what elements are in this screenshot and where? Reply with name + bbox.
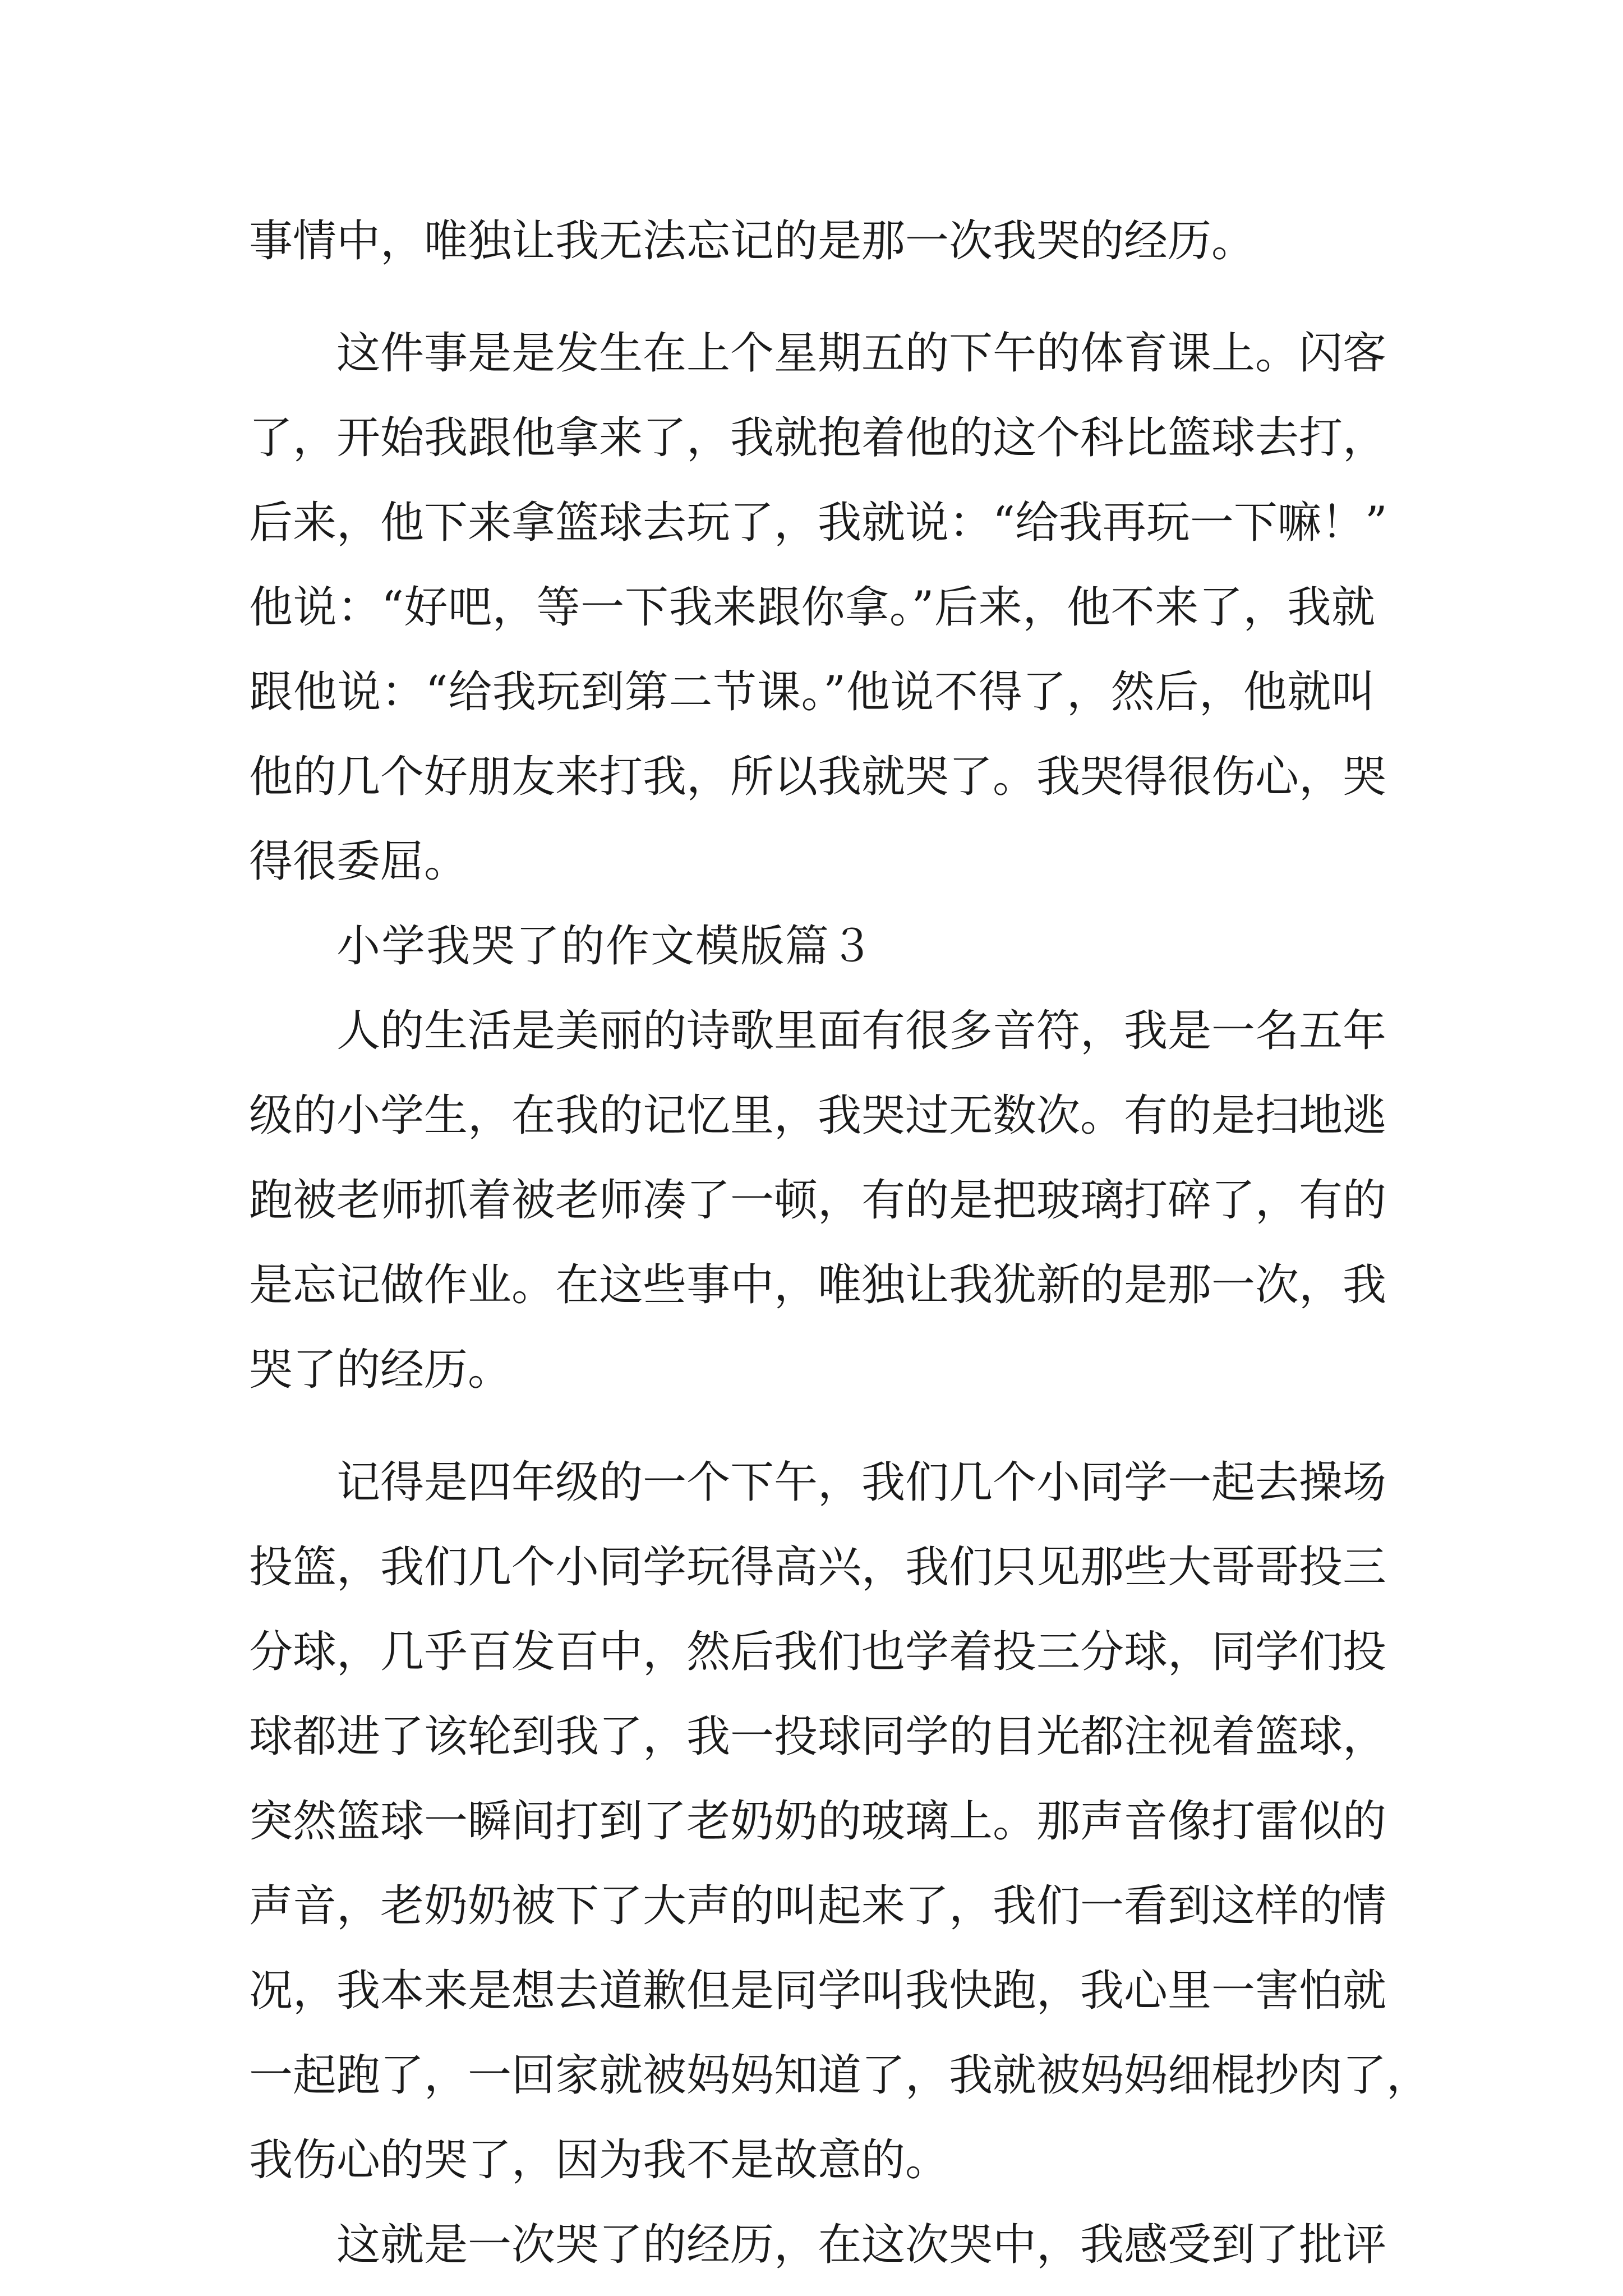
text-line <box>0 2118 1623 2202</box>
line-text: 得很委屈。 <box>249 836 468 887</box>
text-line <box>0 1695 1623 1779</box>
text-line <box>0 1158 1623 1243</box>
line-text: 人的生活是美丽的诗歌里面有很多音符，我是一名五年 <box>336 1006 1387 1056</box>
line-text: 了，开始我跟他拿来了，我就抱着他的这个科比篮球去打， <box>249 413 1387 463</box>
line-text: 一起跑了，一回家就被妈妈知道了，我就被妈妈细棍抄肉了， <box>249 2050 1431 2101</box>
text-line <box>0 199 1623 283</box>
text-line <box>0 1610 1623 1694</box>
text-line <box>0 820 1623 904</box>
line-text: 他说：“好吧，等一下我来跟你拿。”后来，他不来了，我就 <box>249 582 1375 633</box>
text-line <box>0 1074 1623 1158</box>
heading-text: 小学我哭了的作文模版篇３ <box>336 921 875 972</box>
text-line <box>0 735 1623 819</box>
paragraph-first-line <box>0 1441 1623 1525</box>
paragraph-first-line <box>0 989 1623 1073</box>
line-text: 级的小学生，在我的记忆里，我哭过无数次。有的是扫地逃 <box>249 1091 1387 1141</box>
section-heading <box>0 904 1623 988</box>
text-line <box>0 1243 1623 1327</box>
line-text: 我伤心的哭了，因为我不是故意的。 <box>249 2135 949 2185</box>
line-text: 哭了的经历。 <box>249 1345 512 1395</box>
text-line <box>0 1525 1623 1609</box>
line-text: 球都进了该轮到我了，我一投球同学的目光都注视着篮球， <box>249 1711 1387 1762</box>
text-line <box>0 1328 1623 1412</box>
line-text: 分球，几乎百发百中，然后我们也学着投三分球，同学们投 <box>249 1627 1387 1677</box>
line-text: 事情中，唯独让我无法忘记的是那一次我哭的经历。 <box>249 216 1256 266</box>
line-text: 是忘记做作业。在这些事中，唯独让我犹新的是那一次，我 <box>249 1260 1387 1310</box>
line-text: 跟他说：“给我玩到第二节课。”他说不得了，然后，他就叫 <box>249 667 1375 717</box>
text-line <box>0 565 1623 650</box>
line-text: 记得是四年级的一个下午，我们几个小同学一起去操场 <box>336 1457 1387 1508</box>
line-text: 声音，老奶奶被下了大声的叫起来了，我们一看到这样的情 <box>249 1881 1387 1931</box>
line-text: 突然篮球一瞬间打到了老奶奶的玻璃上。那声音像打雷似的 <box>249 1796 1387 1847</box>
text-line <box>0 1864 1623 1948</box>
line-text: 后来，他下来拿篮球去玩了，我就说：“给我再玩一下嘛！” <box>249 498 1387 548</box>
line-text: 况，我本来是想去道歉但是同学叫我快跑，我心里一害怕就 <box>249 1966 1387 2016</box>
text-line <box>0 481 1623 565</box>
line-text: 他的几个好朋友来打我，所以我就哭了。我哭得很伤心，哭 <box>249 752 1387 802</box>
line-text: 这件事是是发生在上个星期五的下午的体育课上。闪客 <box>336 328 1387 379</box>
text-line <box>0 1779 1623 1864</box>
line-text: 跑被老师抓着被老师凑了一顿，有的是把玻璃打碎了，有的 <box>249 1175 1387 1226</box>
paragraph-first-line <box>0 2203 1623 2287</box>
line-text: 投篮，我们几个小同学玩得高兴，我们只见那些大哥哥投三 <box>249 1542 1387 1593</box>
text-line <box>0 396 1623 480</box>
text-line <box>0 2033 1623 2118</box>
text-line <box>0 650 1623 734</box>
line-text: 这就是一次哭了的经历，在这次哭中，我感受到了批评 <box>336 2220 1387 2270</box>
text-line <box>0 1949 1623 2033</box>
paragraph-first-line <box>0 311 1623 395</box>
